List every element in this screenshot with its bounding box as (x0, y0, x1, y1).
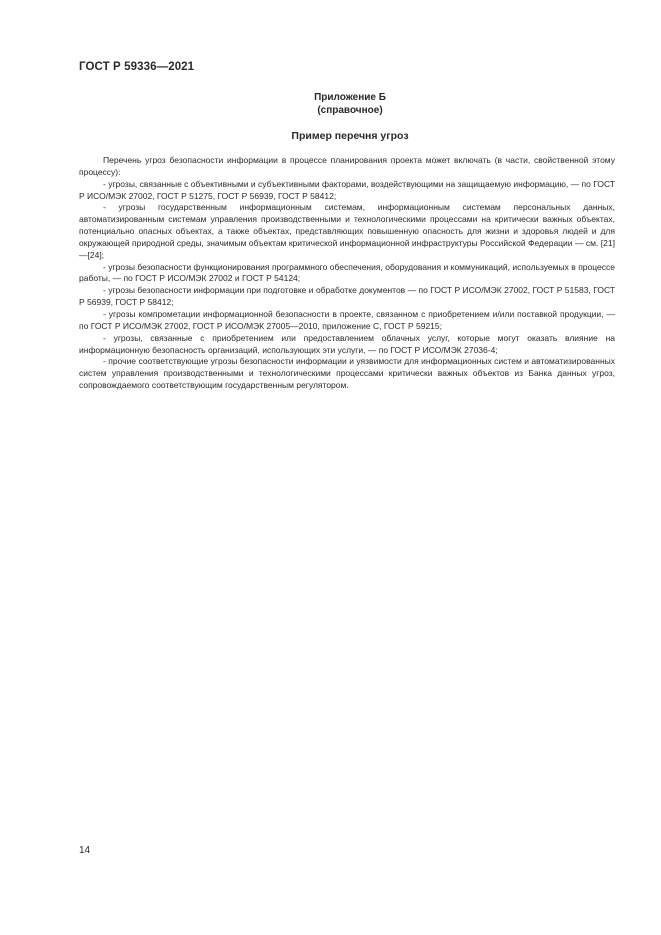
appendix-title: Приложение Б (314, 92, 386, 103)
list-item: - угрозы, связанные с приобретением или предоставлением облачных услуг, которые могут оказать влияние на информационную безопасность организаций, использующих эти услуги, — по ГОСТ Р ИСО/МЭК 27036-4; (79, 332, 615, 355)
document-code: ГОСТ Р 59336—2021 (79, 61, 195, 73)
list-item: - угрозы безопасности информации при подготовке и обработке документов — по ГОСТ Р ИСО/МЭК 27002, ГОСТ Р 51583, ГОСТ Р 56939, ГОСТ Р 58412; (79, 285, 615, 308)
body-text (79, 155, 615, 392)
list-item: - угрозы компрометации информационной безопасности в проекте, связанном с приобретением и/или поставкой продукции, — по ГОСТ Р ИСО/МЭК 27002, ГОСТ Р ИСО/МЭК 27005—2010, приложение С, ГОСТ Р 59215; (79, 308, 615, 331)
intro-paragraph: Перечень угроз безопасности информации в процессе планирования проекта может включать (в части, свойственной этому процессу): (79, 155, 615, 177)
list-item: - прочие соответствующие угрозы безопасности информации и уязвимости для информационных систем и автоматизированных систем управления производственными и технологическими процессами критически важных объектов из Банка данных угроз, сопровождаемого соответствующим государственным регулятором. (79, 356, 615, 391)
appendix-heading (200, 92, 500, 117)
list-item: - угрозы безопасности функционирования программного обеспечения, оборудования и коммуникаций, используемых в процессе работы, — по ГОСТ Р ИСО/МЭК 27002 и ГОСТ Р 54124; (79, 261, 615, 284)
page-number: 14 (79, 845, 91, 856)
appendix-subtitle: (справочное) (317, 104, 383, 116)
list-item: - угрозы государственным информационным системам, информационным системам персональных данных, автоматизированным системам управления производственными и технологическими процессами на критически важных объектах, потенциально опасных объектах, а также объектах, представляющих повышенную опасность для жизни и здоровья людей и для окружающей природной среды, значимым объектам критической информационной инфраструктуры Российской Федерации — см. [21]—[24]; (79, 202, 615, 260)
section-title: Пример перечня угроз (291, 130, 409, 142)
list-item: - угрозы, связанные с объективными и субъективными факторами, воздействующими на защищаемую информацию, — по ГОСТ Р ИСО/МЭК 27002, ГОСТ Р 51275, ГОСТ Р 56939, ГОСТ Р 58412; (79, 178, 615, 201)
